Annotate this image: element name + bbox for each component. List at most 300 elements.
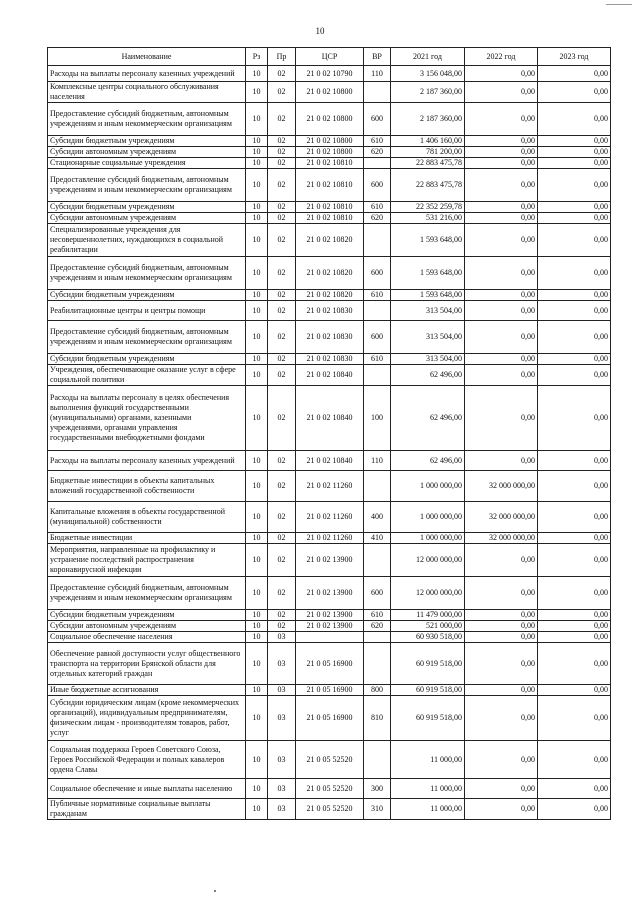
cell-name: Публичные нормативные социальные выплаты гражданам xyxy=(48,799,246,820)
table-row xyxy=(48,632,611,643)
cell-2021: 1 593 648,00 xyxy=(391,290,465,301)
cell-name: Реабилитационные центры и центры помощи xyxy=(48,301,246,321)
cell-2021: 62 496,00 xyxy=(391,365,465,386)
table-row xyxy=(48,257,611,290)
cell-name: Субсидии бюджетным учреждениям xyxy=(48,290,246,301)
cell-pr: 02 xyxy=(268,66,296,82)
cell-vr xyxy=(364,365,391,386)
cell-csr: 21 0 02 10830 xyxy=(296,354,364,365)
cell-rz: 10 xyxy=(246,290,268,301)
cell-vr: 410 xyxy=(364,533,391,544)
cell-rz: 10 xyxy=(246,202,268,213)
col-header-vr: ВР xyxy=(364,48,391,66)
cell-2022: 0,00 xyxy=(465,321,538,354)
cell-2022: 0,00 xyxy=(465,365,538,386)
table-row xyxy=(48,610,611,621)
cell-vr: 620 xyxy=(364,147,391,158)
cell-name: Социальное обеспечение и иные выплаты населению xyxy=(48,779,246,799)
table-row xyxy=(48,103,611,136)
cell-rz: 10 xyxy=(246,386,268,451)
cell-2022: 0,00 xyxy=(465,799,538,820)
cell-2021: 11 000,00 xyxy=(391,779,465,799)
page-number: 10 xyxy=(315,26,325,36)
cell-name: Капитальные вложения в объекты государственной (муниципальной) собственности xyxy=(48,502,246,533)
cell-csr: 21 0 05 52520 xyxy=(296,779,364,799)
table-row xyxy=(48,321,611,354)
cell-2023: 0,00 xyxy=(538,577,611,610)
cell-rz: 10 xyxy=(246,301,268,321)
cell-pr: 02 xyxy=(268,82,296,103)
cell-2022: 0,00 xyxy=(465,621,538,632)
cell-pr: 02 xyxy=(268,365,296,386)
table-row xyxy=(48,290,611,301)
cell-csr: 21 0 02 10830 xyxy=(296,321,364,354)
cell-csr: 21 0 02 10800 xyxy=(296,82,364,103)
col-header-pr: Пр xyxy=(268,48,296,66)
cell-vr: 610 xyxy=(364,202,391,213)
cell-name: Бюджетные инвестиции xyxy=(48,533,246,544)
cell-csr: 21 0 02 13900 xyxy=(296,621,364,632)
cell-rz: 10 xyxy=(246,502,268,533)
cell-2021: 60 930 518,00 xyxy=(391,632,465,643)
cell-rz: 10 xyxy=(246,621,268,632)
cell-2023: 0,00 xyxy=(538,103,611,136)
cell-2021: 1 000 000,00 xyxy=(391,502,465,533)
table-row xyxy=(48,643,611,685)
cell-csr: 21 0 02 10810 xyxy=(296,158,364,169)
cell-2022: 32 000 000,00 xyxy=(465,471,538,502)
cell-2021: 781 200,00 xyxy=(391,147,465,158)
cell-pr: 02 xyxy=(268,386,296,451)
table-row xyxy=(48,66,611,82)
cell-name: Специализированные учреждения для несовершеннолетних, нуждающихся в социальной реабилитации xyxy=(48,224,246,257)
cell-2021: 3 156 048,00 xyxy=(391,66,465,82)
cell-vr xyxy=(364,301,391,321)
cell-2021: 12 000 000,00 xyxy=(391,577,465,610)
cell-2023: 0,00 xyxy=(538,741,611,779)
cell-vr: 400 xyxy=(364,502,391,533)
cell-2022: 0,00 xyxy=(465,386,538,451)
cell-2022: 0,00 xyxy=(465,147,538,158)
table-row xyxy=(48,158,611,169)
cell-vr xyxy=(364,224,391,257)
cell-name: Предоставление субсидий бюджетным, автономным учреждениям и иным некоммерческим организациям xyxy=(48,169,246,202)
cell-2021: 1 000 000,00 xyxy=(391,533,465,544)
cell-name: Расходы на выплаты персоналу казенных учреждений xyxy=(48,451,246,471)
cell-vr xyxy=(364,471,391,502)
cell-vr xyxy=(364,632,391,643)
cell-pr: 02 xyxy=(268,290,296,301)
table-row xyxy=(48,451,611,471)
cell-rz: 10 xyxy=(246,544,268,577)
cell-pr: 02 xyxy=(268,610,296,621)
cell-2022: 0,00 xyxy=(465,643,538,685)
cell-rz: 10 xyxy=(246,632,268,643)
table-row xyxy=(48,169,611,202)
cell-vr: 620 xyxy=(364,213,391,224)
cell-2022: 0,00 xyxy=(465,213,538,224)
cell-vr: 600 xyxy=(364,577,391,610)
cell-2022: 0,00 xyxy=(465,451,538,471)
cell-pr: 02 xyxy=(268,544,296,577)
cell-2022: 0,00 xyxy=(465,169,538,202)
cell-2023: 0,00 xyxy=(538,610,611,621)
cell-2022: 0,00 xyxy=(465,741,538,779)
cell-rz: 10 xyxy=(246,451,268,471)
cell-csr: 21 0 02 11260 xyxy=(296,471,364,502)
cell-rz: 10 xyxy=(246,533,268,544)
cell-2023: 0,00 xyxy=(538,321,611,354)
cell-vr: 600 xyxy=(364,169,391,202)
cell-pr: 02 xyxy=(268,301,296,321)
cell-vr: 110 xyxy=(364,451,391,471)
cell-vr: 100 xyxy=(364,386,391,451)
cell-csr xyxy=(296,632,364,643)
cell-csr: 21 0 02 13900 xyxy=(296,544,364,577)
cell-name: Субсидии автономным учреждениям xyxy=(48,147,246,158)
cell-vr xyxy=(364,741,391,779)
cell-csr: 21 0 02 10790 xyxy=(296,66,364,82)
col-header-rz: Рз xyxy=(246,48,268,66)
cell-2023: 0,00 xyxy=(538,621,611,632)
cell-name: Социальная поддержка Героев Советского Союза, Героев Российской Федерации и полных кавалеров ордена Славы xyxy=(48,741,246,779)
cell-2022: 0,00 xyxy=(465,301,538,321)
cell-2023: 0,00 xyxy=(538,696,611,741)
cell-csr: 21 0 02 11260 xyxy=(296,533,364,544)
cell-rz: 10 xyxy=(246,799,268,820)
cell-2021: 11 000,00 xyxy=(391,741,465,779)
table-row xyxy=(48,82,611,103)
cell-2021: 1 593 648,00 xyxy=(391,224,465,257)
cell-vr: 110 xyxy=(364,66,391,82)
cell-pr: 03 xyxy=(268,632,296,643)
cell-2021: 60 919 518,00 xyxy=(391,685,465,696)
table-row xyxy=(48,202,611,213)
cell-pr: 02 xyxy=(268,213,296,224)
cell-2023: 0,00 xyxy=(538,169,611,202)
cell-vr xyxy=(364,544,391,577)
table-row xyxy=(48,799,611,820)
table-row xyxy=(48,365,611,386)
cell-2022: 0,00 xyxy=(465,158,538,169)
cell-csr: 21 0 05 52520 xyxy=(296,741,364,779)
cell-rz: 10 xyxy=(246,610,268,621)
table-row xyxy=(48,213,611,224)
cell-pr: 03 xyxy=(268,779,296,799)
cell-name: Социальное обеспечение населения xyxy=(48,632,246,643)
cell-2021: 1 000 000,00 xyxy=(391,471,465,502)
cell-2022: 0,00 xyxy=(465,202,538,213)
table-row xyxy=(48,147,611,158)
cell-pr: 02 xyxy=(268,471,296,502)
cell-vr xyxy=(364,643,391,685)
cell-2022: 0,00 xyxy=(465,82,538,103)
cell-vr: 800 xyxy=(364,685,391,696)
table-row xyxy=(48,741,611,779)
cell-2021: 2 187 360,00 xyxy=(391,103,465,136)
cell-pr: 02 xyxy=(268,451,296,471)
cell-csr: 21 0 02 10840 xyxy=(296,451,364,471)
cell-csr: 21 0 05 16900 xyxy=(296,685,364,696)
cell-rz: 10 xyxy=(246,779,268,799)
cell-2022: 32 000 000,00 xyxy=(465,502,538,533)
table-row xyxy=(48,136,611,147)
col-header-2022: 2022 год xyxy=(465,48,538,66)
cell-2023: 0,00 xyxy=(538,147,611,158)
cell-pr: 02 xyxy=(268,621,296,632)
table-row xyxy=(48,544,611,577)
cell-pr: 02 xyxy=(268,502,296,533)
cell-2021: 1 593 648,00 xyxy=(391,257,465,290)
cell-rz: 10 xyxy=(246,82,268,103)
cell-name: Субсидии автономным учреждениям xyxy=(48,213,246,224)
cell-2023: 0,00 xyxy=(538,257,611,290)
cell-2023: 0,00 xyxy=(538,643,611,685)
table-header-row xyxy=(48,48,611,66)
cell-2023: 0,00 xyxy=(538,290,611,301)
cell-pr: 03 xyxy=(268,643,296,685)
table-row xyxy=(48,696,611,741)
cell-rz: 10 xyxy=(246,257,268,290)
cell-2022: 0,00 xyxy=(465,577,538,610)
cell-pr: 02 xyxy=(268,577,296,610)
corner-mark xyxy=(606,4,632,5)
cell-rz: 10 xyxy=(246,696,268,741)
cell-pr: 02 xyxy=(268,158,296,169)
cell-2022: 0,00 xyxy=(465,224,538,257)
cell-csr: 21 0 02 10840 xyxy=(296,365,364,386)
cell-2022: 0,00 xyxy=(465,354,538,365)
cell-2023: 0,00 xyxy=(538,632,611,643)
table-row xyxy=(48,779,611,799)
table-row xyxy=(48,685,611,696)
cell-2021: 60 919 518,00 xyxy=(391,643,465,685)
cell-2022: 0,00 xyxy=(465,610,538,621)
cell-rz: 10 xyxy=(246,66,268,82)
cell-2022: 0,00 xyxy=(465,685,538,696)
cell-csr: 21 0 02 13900 xyxy=(296,577,364,610)
cell-name: Иные бюджетные ассигнования xyxy=(48,685,246,696)
cell-csr: 21 0 02 13900 xyxy=(296,610,364,621)
cell-csr: 21 0 05 16900 xyxy=(296,696,364,741)
cell-2021: 60 919 518,00 xyxy=(391,696,465,741)
cell-2023: 0,00 xyxy=(538,471,611,502)
cell-vr xyxy=(364,82,391,103)
cell-name: Предоставление субсидий бюджетным, автономным учреждениям и иным некоммерческим организациям xyxy=(48,321,246,354)
cell-2021: 1 406 160,00 xyxy=(391,136,465,147)
cell-vr: 610 xyxy=(364,136,391,147)
cell-2022: 0,00 xyxy=(465,696,538,741)
cell-vr: 310 xyxy=(364,799,391,820)
cell-rz: 10 xyxy=(246,136,268,147)
cell-2022: 0,00 xyxy=(465,103,538,136)
cell-rz: 10 xyxy=(246,224,268,257)
cell-csr: 21 0 02 10810 xyxy=(296,169,364,202)
cell-vr: 810 xyxy=(364,696,391,741)
cell-pr: 03 xyxy=(268,741,296,779)
cell-2023: 0,00 xyxy=(538,158,611,169)
cell-2023: 0,00 xyxy=(538,799,611,820)
cell-2023: 0,00 xyxy=(538,386,611,451)
cell-name: Субсидии юридическим лицам (кроме некоммерческих организаций), индивидуальным предпринимателям, физическим лицам - производителям товаров, работ, услуг xyxy=(48,696,246,741)
cell-2021: 62 496,00 xyxy=(391,386,465,451)
cell-rz: 10 xyxy=(246,158,268,169)
cell-rz: 10 xyxy=(246,354,268,365)
cell-csr: 21 0 02 10840 xyxy=(296,386,364,451)
cell-pr: 03 xyxy=(268,799,296,820)
cell-csr: 21 0 02 10830 xyxy=(296,301,364,321)
cell-name: Обеспечение равной доступности услуг общественного транспорта на территории Брянской области для отдельных категорий граждан xyxy=(48,643,246,685)
cell-2023: 0,00 xyxy=(538,82,611,103)
cell-pr: 02 xyxy=(268,257,296,290)
cell-pr: 03 xyxy=(268,685,296,696)
cell-csr: 21 0 02 10820 xyxy=(296,290,364,301)
cell-name: Расходы на выплаты персоналу казенных учреждений xyxy=(48,66,246,82)
cell-rz: 10 xyxy=(246,685,268,696)
cell-name: Предоставление субсидий бюджетным, автономным учреждениям и иным некоммерческим организациям xyxy=(48,577,246,610)
cell-rz: 10 xyxy=(246,577,268,610)
cell-2022: 0,00 xyxy=(465,544,538,577)
cell-2021: 12 000 000,00 xyxy=(391,544,465,577)
cell-2021: 2 187 360,00 xyxy=(391,82,465,103)
cell-vr: 300 xyxy=(364,779,391,799)
cell-2021: 313 504,00 xyxy=(391,354,465,365)
cell-csr: 21 0 02 10800 xyxy=(296,103,364,136)
cell-name: Комплексные центры социального обслуживания населения xyxy=(48,82,246,103)
table-row xyxy=(48,386,611,451)
cell-2023: 0,00 xyxy=(538,779,611,799)
cell-rz: 10 xyxy=(246,213,268,224)
cell-name: Предоставление субсидий бюджетным, автономным учреждениям и иным некоммерческим организациям xyxy=(48,103,246,136)
cell-2021: 11 479 000,00 xyxy=(391,610,465,621)
cell-2023: 0,00 xyxy=(538,544,611,577)
scan-dot xyxy=(214,890,216,892)
cell-2023: 0,00 xyxy=(538,224,611,257)
cell-vr xyxy=(364,158,391,169)
cell-2021: 313 504,00 xyxy=(391,301,465,321)
cell-name: Мероприятия, направленные на профилактику и устранение последствий распространения коронавирусной инфекции xyxy=(48,544,246,577)
cell-name: Расходы на выплаты персоналу в целях обеспечения выполнения функций государственными (муниципальными) органами, казенными учреждениями, органами управления государственными внебюджетными фондами xyxy=(48,386,246,451)
table-row xyxy=(48,224,611,257)
cell-2021: 521 000,00 xyxy=(391,621,465,632)
cell-2023: 0,00 xyxy=(538,354,611,365)
cell-pr: 03 xyxy=(268,696,296,741)
cell-pr: 02 xyxy=(268,169,296,202)
cell-2022: 0,00 xyxy=(465,136,538,147)
cell-pr: 02 xyxy=(268,147,296,158)
cell-2023: 0,00 xyxy=(538,533,611,544)
col-header-2021: 2021 год xyxy=(391,48,465,66)
cell-pr: 02 xyxy=(268,321,296,354)
budget-table xyxy=(47,47,611,820)
cell-vr: 610 xyxy=(364,290,391,301)
cell-pr: 02 xyxy=(268,533,296,544)
cell-csr: 21 0 02 10810 xyxy=(296,202,364,213)
cell-csr: 21 0 02 10820 xyxy=(296,224,364,257)
cell-2023: 0,00 xyxy=(538,202,611,213)
cell-csr: 21 0 02 10800 xyxy=(296,136,364,147)
cell-csr: 21 0 02 10810 xyxy=(296,213,364,224)
table-row xyxy=(48,354,611,365)
cell-pr: 02 xyxy=(268,202,296,213)
cell-csr: 21 0 05 52520 xyxy=(296,799,364,820)
table-row xyxy=(48,577,611,610)
table-body xyxy=(48,66,611,820)
col-header-2023: 2023 год xyxy=(538,48,611,66)
cell-name: Субсидии автономным учреждениям xyxy=(48,621,246,632)
col-header-name: Наименование xyxy=(48,48,246,66)
table-row xyxy=(48,533,611,544)
cell-vr: 600 xyxy=(364,103,391,136)
cell-2023: 0,00 xyxy=(538,213,611,224)
table-row xyxy=(48,471,611,502)
cell-2021: 22 883 475,78 xyxy=(391,169,465,202)
cell-2021: 313 504,00 xyxy=(391,321,465,354)
cell-name: Предоставление субсидий бюджетным, автономным учреждениям и иным некоммерческим организациям xyxy=(48,257,246,290)
cell-2023: 0,00 xyxy=(538,451,611,471)
cell-pr: 02 xyxy=(268,103,296,136)
cell-rz: 10 xyxy=(246,471,268,502)
table-row xyxy=(48,301,611,321)
cell-2021: 22 883 475,78 xyxy=(391,158,465,169)
cell-2023: 0,00 xyxy=(538,365,611,386)
cell-vr: 610 xyxy=(364,354,391,365)
cell-vr: 600 xyxy=(364,321,391,354)
cell-2022: 0,00 xyxy=(465,290,538,301)
cell-csr: 21 0 05 16900 xyxy=(296,643,364,685)
cell-name: Бюджетные инвестиции в объекты капитальных вложений государственной собственности xyxy=(48,471,246,502)
cell-2023: 0,00 xyxy=(538,502,611,533)
cell-2023: 0,00 xyxy=(538,66,611,82)
cell-2021: 22 352 259,78 xyxy=(391,202,465,213)
table-row xyxy=(48,621,611,632)
cell-csr: 21 0 02 10800 xyxy=(296,147,364,158)
cell-name: Стационарные социальные учреждения xyxy=(48,158,246,169)
cell-csr: 21 0 02 11260 xyxy=(296,502,364,533)
col-header-csr: ЦСР xyxy=(296,48,364,66)
cell-2022: 0,00 xyxy=(465,632,538,643)
cell-vr: 600 xyxy=(364,257,391,290)
cell-vr: 620 xyxy=(364,621,391,632)
cell-rz: 10 xyxy=(246,643,268,685)
cell-2022: 0,00 xyxy=(465,257,538,290)
cell-pr: 02 xyxy=(268,224,296,257)
cell-rz: 10 xyxy=(246,169,268,202)
cell-2021: 62 496,00 xyxy=(391,451,465,471)
cell-name: Субсидии бюджетным учреждениям xyxy=(48,610,246,621)
cell-2021: 11 000,00 xyxy=(391,799,465,820)
cell-rz: 10 xyxy=(246,741,268,779)
cell-2022: 0,00 xyxy=(465,66,538,82)
cell-name: Субсидии бюджетным учреждениям xyxy=(48,354,246,365)
cell-vr: 610 xyxy=(364,610,391,621)
cell-rz: 10 xyxy=(246,147,268,158)
cell-pr: 02 xyxy=(268,354,296,365)
cell-name: Учреждения, обеспечивающие оказание услуг в сфере социальной политики xyxy=(48,365,246,386)
cell-rz: 10 xyxy=(246,365,268,386)
cell-2022: 0,00 xyxy=(465,779,538,799)
cell-name: Субсидии бюджетным учреждениям xyxy=(48,202,246,213)
cell-rz: 10 xyxy=(246,103,268,136)
cell-rz: 10 xyxy=(246,321,268,354)
cell-csr: 21 0 02 10820 xyxy=(296,257,364,290)
cell-2022: 32 000 000,00 xyxy=(465,533,538,544)
cell-2021: 531 216,00 xyxy=(391,213,465,224)
cell-2023: 0,00 xyxy=(538,136,611,147)
cell-pr: 02 xyxy=(268,136,296,147)
table-row xyxy=(48,502,611,533)
cell-2023: 0,00 xyxy=(538,685,611,696)
